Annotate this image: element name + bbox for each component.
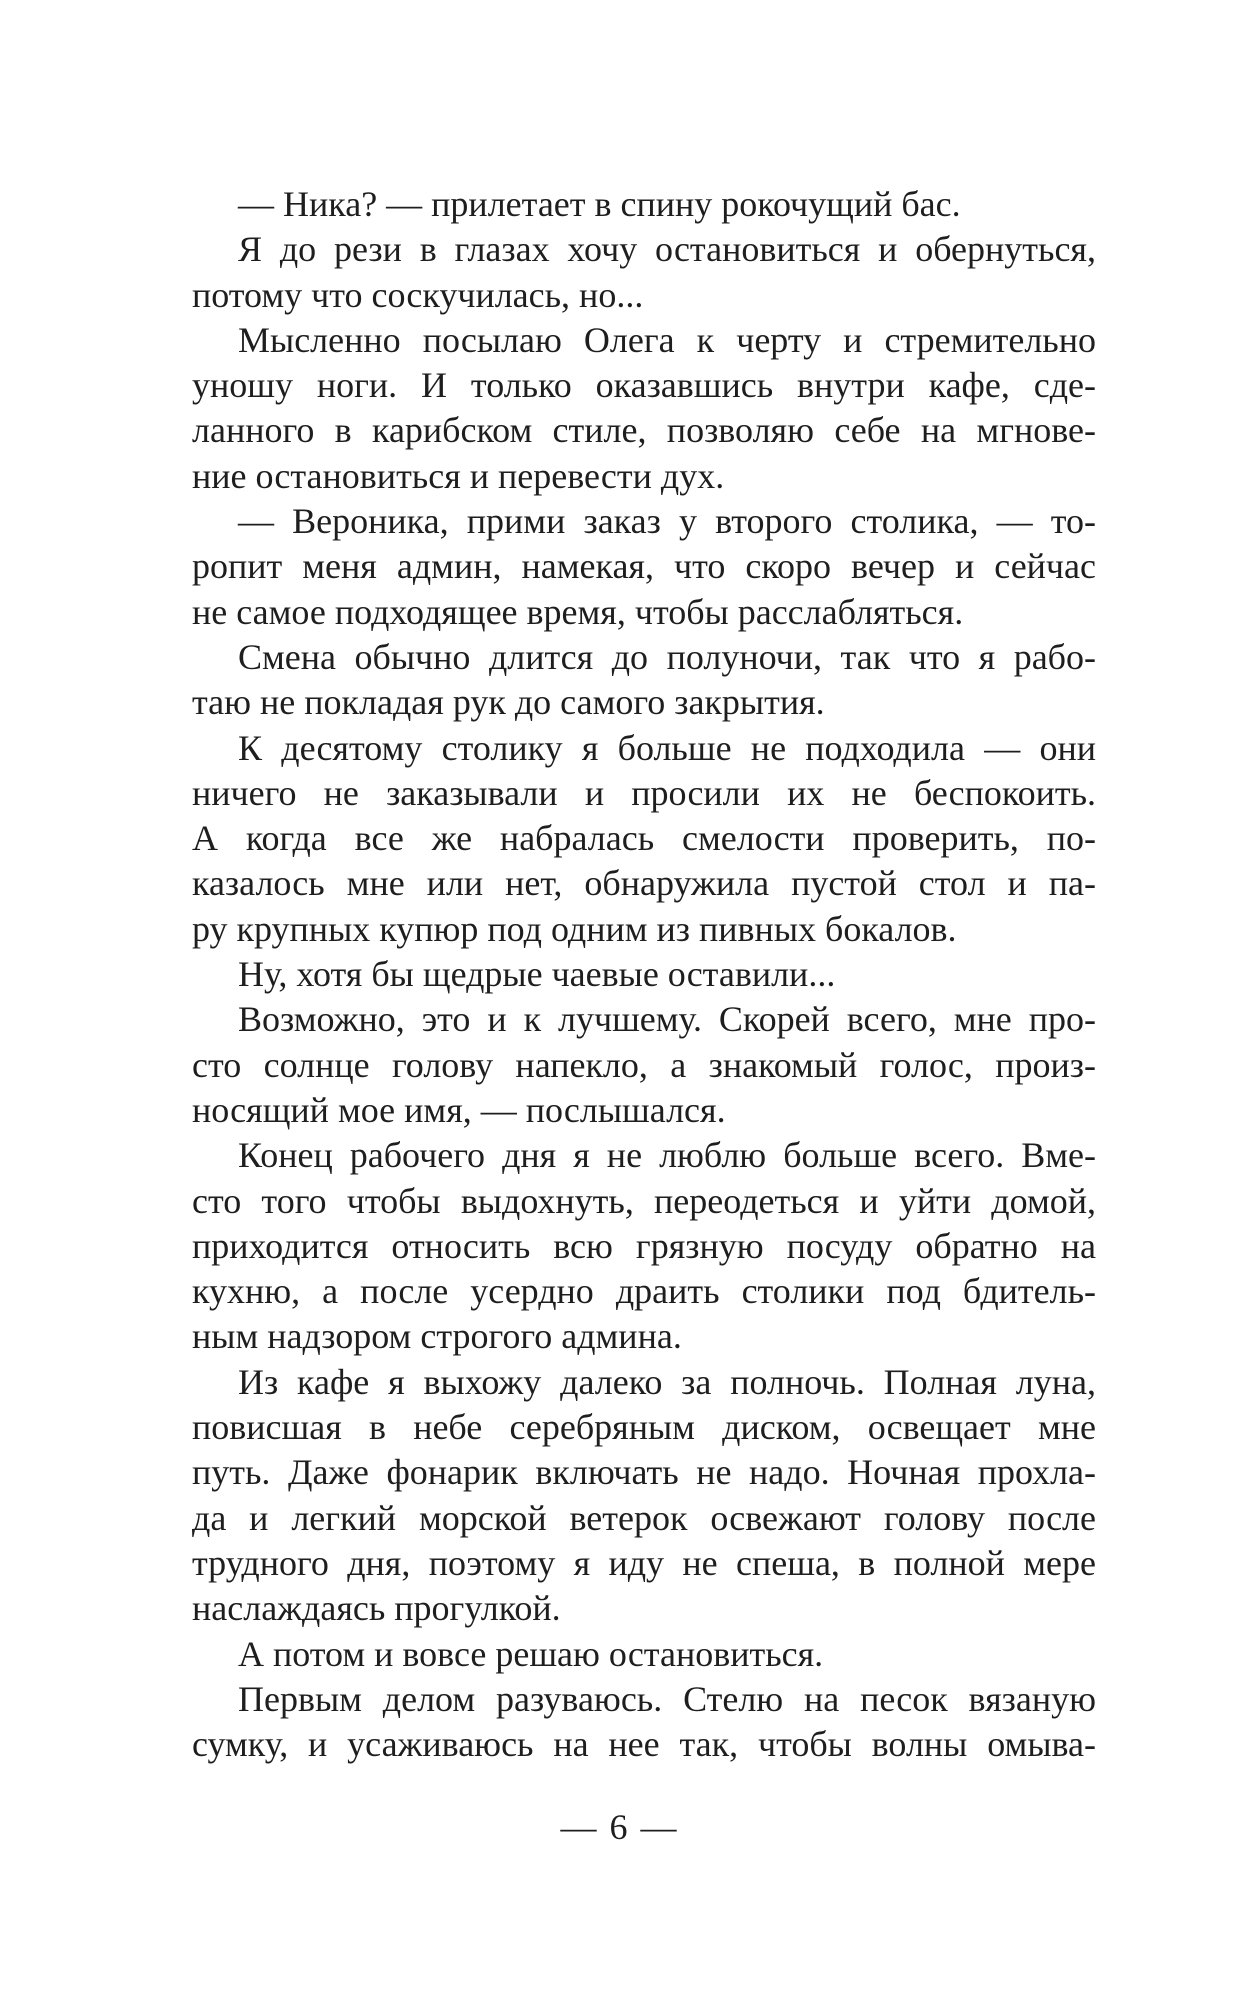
text-line: носящий мое имя, — послышался.	[192, 1089, 726, 1130]
text-line: не самое подходящее время, чтобы расслабляться.	[192, 591, 964, 632]
text-line: Ну, хотя бы щедрые чаевые оставили...	[238, 954, 836, 995]
text-line: ру крупных купюр под одним из пивных бокалов.	[192, 908, 957, 949]
text-line: уношу ноги. И только оказавшись внутри кафе, сде-	[192, 365, 1096, 406]
text-line: ние остановиться и перевести дух.	[192, 455, 725, 496]
text-line: Смена обычно длится до полуночи, так что я рабо-	[238, 636, 1096, 677]
text-line: ничего не заказывали и просили их не беспокоить.	[192, 772, 1096, 813]
body-text	[192, 182, 1096, 1767]
text-line: наслаждаясь прогулкой.	[192, 1588, 561, 1629]
text-line: А потом и вовсе решаю остановиться.	[238, 1633, 824, 1674]
text-line: А когда все же набралась смелости проверить, по-	[192, 818, 1096, 859]
text-line: Возможно, это и к лучшему. Скорей всего, мне про-	[238, 999, 1096, 1040]
text-line: трудного дня, поэтому я иду не спеша, в полной мере	[192, 1542, 1096, 1583]
text-line: Мысленно посылаю Олега к черту и стремительно	[238, 319, 1096, 360]
text-line: Я до рези в глазах хочу остановиться и обернуться,	[238, 229, 1096, 270]
text-line: К десятому столику я больше не подходила — они	[238, 727, 1096, 768]
text-line: казалось мне или нет, обнаружила пустой стол и па-	[192, 863, 1096, 904]
text-line: да и легкий морской ветерок освежают голову после	[192, 1497, 1096, 1538]
text-line: путь. Даже фонарик включать не надо. Ночная прохла-	[192, 1452, 1096, 1493]
page-number: — 6 —	[560, 1807, 679, 1847]
text-line: ным надзором строгого админа.	[192, 1316, 682, 1357]
text-line: — Вероника, прими заказ у второго столика, — то-	[238, 501, 1096, 542]
text-line: повисшая в небе серебряным диском, освещает мне	[192, 1407, 1096, 1448]
text-line: Первым делом разуваюсь. Стелю на песок вязаную	[238, 1678, 1096, 1719]
text-line: Конец рабочего дня я не люблю больше всего. Вме-	[238, 1135, 1096, 1176]
text-line: Из кафе я выхожу далеко за полночь. Полная луна,	[238, 1361, 1096, 1402]
text-line: сумку, и усаживаюсь на нее так, чтобы волны омыва-	[192, 1724, 1096, 1765]
text-line: ропит меня админ, намекая, что скоро вечер и сейчас	[192, 546, 1096, 587]
text-line: — Ника? — прилетает в спину рокочущий бас.	[238, 184, 961, 224]
text-line: сто солнце голову напекло, а знакомый голос, произ-	[192, 1044, 1096, 1085]
text-line: таю не покладая рук до самого закрытия.	[192, 682, 825, 723]
text-line: сто того чтобы выдохнуть, переодеться и уйти домой,	[192, 1180, 1096, 1221]
text-line: ланного в карибском стиле, позволяю себе на мгнове-	[192, 410, 1096, 451]
text-line: кухню, а после усердно драить столики под бдитель-	[192, 1271, 1096, 1312]
text-line: потому что соскучилась, но...	[192, 274, 644, 315]
text-line: приходится относить всю грязную посуду обратно на	[192, 1225, 1096, 1266]
